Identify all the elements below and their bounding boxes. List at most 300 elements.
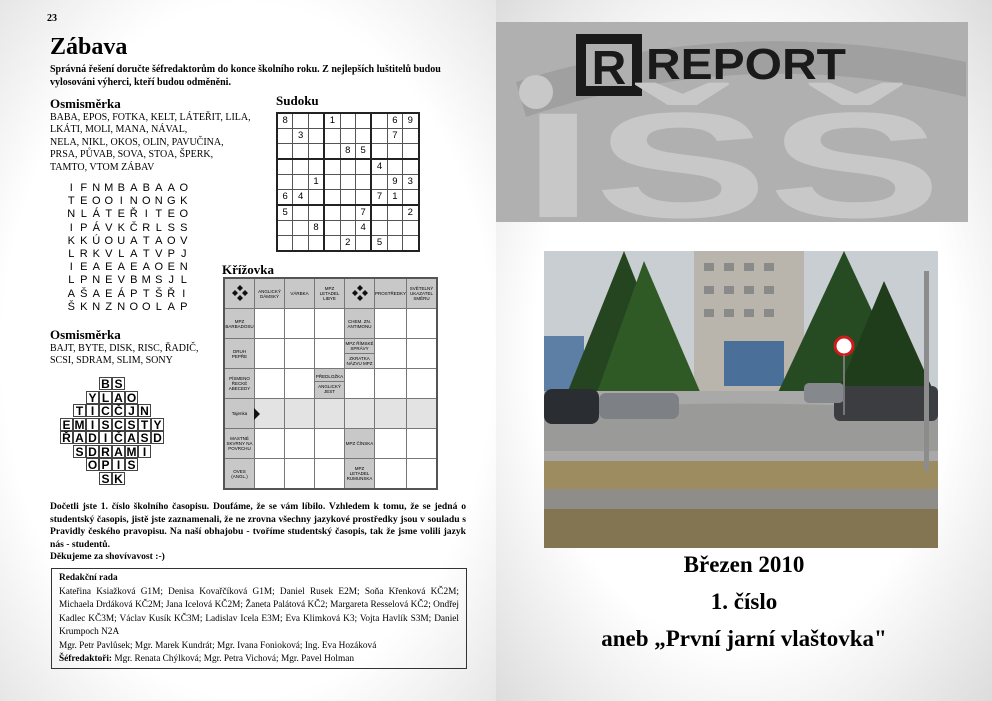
letter-cell: Ř xyxy=(129,208,138,221)
cross-letter-cell: D xyxy=(151,431,164,444)
letter-cell: Z xyxy=(105,300,113,313)
letter-cell: B xyxy=(142,182,150,194)
krizovka-clue: MPZ LETADEL RUMUNSKA xyxy=(345,459,375,490)
letter-cell: T xyxy=(142,247,150,260)
krizovka-cell[interactable] xyxy=(255,369,285,399)
cross-letter-cell: S xyxy=(73,445,86,458)
page-title: Zábava xyxy=(50,34,128,60)
letter-cell: E xyxy=(130,261,138,274)
krizovka-cell[interactable] xyxy=(375,459,407,490)
letter-cell: O xyxy=(104,195,114,208)
sudoku-cell[interactable] xyxy=(387,221,402,236)
sudoku-cell[interactable] xyxy=(308,159,324,175)
sudoku-cell[interactable] xyxy=(293,221,308,236)
editorial-board-heading: Redakční rada xyxy=(59,573,118,583)
krizovka-clue: MPZ LETADEL LIBYE xyxy=(315,278,345,309)
letter-cell: Ř xyxy=(167,287,176,300)
sudoku-cell[interactable] xyxy=(293,236,308,252)
sudoku-cell[interactable] xyxy=(371,144,387,160)
letter-cell: Ú xyxy=(92,234,101,247)
letter-cell: O xyxy=(104,234,114,247)
cross-letter-cell: I xyxy=(99,431,112,444)
krizovka-cell[interactable] xyxy=(407,339,438,369)
sudoku-cell[interactable] xyxy=(308,190,324,206)
letter-cell: Š xyxy=(80,287,88,300)
krizovka-cell[interactable] xyxy=(315,429,345,459)
sudoku-cell[interactable] xyxy=(324,205,340,221)
letter-cell: N xyxy=(92,300,101,313)
sudoku-cell[interactable] xyxy=(355,129,371,144)
letter-row xyxy=(65,274,190,287)
letter-row xyxy=(65,261,190,274)
letter-cell: L xyxy=(118,247,125,260)
sudoku-cell[interactable] xyxy=(308,113,324,129)
sudoku-cell[interactable] xyxy=(403,129,419,144)
letter-cell: P xyxy=(80,274,88,287)
cross-letter-cell: S xyxy=(99,472,112,485)
sudoku-cell[interactable] xyxy=(308,129,324,144)
sudoku-cell[interactable] xyxy=(277,175,293,190)
krizovka-clue: PROSTŘEDKY xyxy=(375,278,407,309)
sudoku-cell[interactable] xyxy=(277,221,293,236)
chiefs-label: Šéfredaktoři: xyxy=(59,654,113,664)
krizovka-cell[interactable] xyxy=(255,309,285,339)
osmismerka-letter-grid xyxy=(65,182,190,314)
osmismerka2-heading: Osmisměrka xyxy=(50,327,121,342)
sudoku-cell[interactable] xyxy=(355,190,371,206)
letter-cell: A xyxy=(67,287,75,300)
letter-cell: I xyxy=(119,195,123,208)
sudoku-cell[interactable] xyxy=(340,175,355,190)
osmismerka2-cross-grid xyxy=(60,377,180,487)
krizovka-tajenka-cell[interactable] xyxy=(285,399,315,429)
sudoku-cell[interactable] xyxy=(355,175,371,190)
letter-cell: V xyxy=(105,221,113,234)
krizovka-tajenka-cell[interactable] xyxy=(407,399,438,429)
cross-letter-cell: O xyxy=(87,458,98,472)
letter-cell: A xyxy=(155,182,163,194)
krizovka-grid xyxy=(223,277,438,490)
sudoku-cell[interactable] xyxy=(324,175,340,190)
sudoku-cell[interactable] xyxy=(340,159,355,175)
letter-row xyxy=(65,208,190,221)
krizovka-cell[interactable] xyxy=(375,369,407,399)
cross-letter-cell: A xyxy=(112,391,125,404)
krizovka-tajenka-cell[interactable] xyxy=(345,399,375,429)
letter-cell: E xyxy=(80,195,88,208)
krizovka-cell[interactable] xyxy=(407,309,438,339)
sudoku-cell[interactable]: 1 xyxy=(308,175,324,190)
svg-text:R: R xyxy=(591,42,627,95)
letter-cell: U xyxy=(117,234,126,247)
sudoku-cell[interactable] xyxy=(324,190,340,206)
word-line: BAJT, BYTE, DISK, RISC, ŘADIČ, xyxy=(50,343,199,354)
cross-letter-cell: O xyxy=(126,390,137,405)
cross-letter-cell: A xyxy=(112,445,125,458)
letter-cell: N xyxy=(179,261,188,274)
sudoku-cell[interactable] xyxy=(293,144,308,160)
letter-cell: E xyxy=(105,261,113,274)
sudoku-cell[interactable] xyxy=(340,129,355,144)
editorial-board-box xyxy=(51,568,467,669)
sudoku-cell[interactable] xyxy=(371,175,387,190)
osmismerka-word-list xyxy=(50,112,270,174)
page-number: 23 xyxy=(47,13,57,24)
sudoku-cell[interactable]: 6 xyxy=(387,113,402,129)
sudoku-cell[interactable] xyxy=(403,159,419,175)
sudoku-cell[interactable] xyxy=(355,113,371,129)
krizovka-tajenka-cell[interactable] xyxy=(375,399,407,429)
letter-cell: N xyxy=(92,182,101,194)
letter-cell: A xyxy=(130,247,138,260)
cross-letter-cell: I xyxy=(112,458,125,471)
letter-cell: A xyxy=(130,234,138,247)
letter-cell: L xyxy=(68,274,75,287)
sudoku-cell[interactable]: 9 xyxy=(387,175,402,190)
sudoku-cell[interactable] xyxy=(324,129,340,144)
osmismerka-heading: Osmisměrka xyxy=(50,96,121,111)
sudoku-cell[interactable] xyxy=(308,236,324,252)
cross-letter-cell: S xyxy=(138,431,151,444)
word-line: NELA, NIKL, OKOS, OLIN, PAVUČINA, xyxy=(50,136,224,148)
krizovka-tajenka-cell[interactable] xyxy=(315,399,345,429)
sudoku-cell[interactable]: 5 xyxy=(355,144,371,160)
krizovka-cell[interactable] xyxy=(345,369,375,399)
krizovka-cell[interactable] xyxy=(315,339,345,369)
sudoku-cell[interactable] xyxy=(277,144,293,160)
cross-letter-cell: Y xyxy=(151,418,164,431)
krizovka-cell[interactable] xyxy=(375,309,407,339)
cross-letter-cell: S xyxy=(125,418,138,431)
sudoku-cell[interactable]: 7 xyxy=(387,129,402,144)
sudoku-cell[interactable]: 6 xyxy=(277,190,293,206)
letter-cell: I xyxy=(69,182,73,194)
sudoku-cell[interactable] xyxy=(293,175,308,190)
letter-cell: P xyxy=(130,287,138,300)
letter-cell: V xyxy=(117,274,125,287)
sudoku-cell[interactable] xyxy=(403,144,419,160)
issue-date: Březen 2010 xyxy=(683,552,805,577)
sudoku-cell[interactable] xyxy=(403,236,419,252)
letter-cell: Š xyxy=(67,300,75,313)
krizovka-cell[interactable] xyxy=(285,369,315,399)
sudoku-cell[interactable] xyxy=(387,236,402,252)
letter-cell: Á xyxy=(92,221,100,234)
letter-cell: N xyxy=(67,208,76,221)
issue-number: 1. číslo xyxy=(710,589,778,614)
sudoku-cell[interactable] xyxy=(308,205,324,221)
krizovka-clue: OVES (ANGL.) xyxy=(224,459,255,490)
sudoku-cell[interactable] xyxy=(324,144,340,160)
letter-cell: L xyxy=(155,300,162,313)
letter-cell: T xyxy=(155,208,163,221)
cross-letter-cell: Y xyxy=(86,391,99,404)
krizovka-cell[interactable] xyxy=(407,429,438,459)
sudoku-heading: Sudoku xyxy=(276,93,319,108)
letter-cell: A xyxy=(155,234,163,247)
cross-letter-cell: S xyxy=(99,418,112,431)
krizovka-clue: SVĚTELNÝ UKAZATEL SMĚRU xyxy=(407,278,438,309)
sudoku-cell[interactable]: 7 xyxy=(371,190,387,206)
report-iss-logo xyxy=(496,22,968,222)
krizovka-clue: MASTNÉ SKVRNY NA POVRCHU xyxy=(224,429,255,459)
letter-cell: V xyxy=(155,247,163,260)
cross-letter-cell: I xyxy=(138,445,151,458)
sudoku-cell[interactable] xyxy=(277,129,293,144)
closing-paragraph: Dočetli jste 1. číslo školního časopisu. Doufáme, že se vám líbilo. Vzhledem k tomu, že se jedná o studentský časopis, jistě jste zaznamenali, že ne zrovna všechny jazykové prostředky jsou v souladu s Pravidly českého pravopisu. Na naší obhajobu - tvoříme studentský časopis, tak že jsme volili jazyk nás - studentů. xyxy=(50,501,466,550)
sudoku-cell[interactable] xyxy=(371,113,387,129)
krizovka-diamond-icon xyxy=(224,278,255,309)
cross-letter-cell: N xyxy=(138,404,151,417)
cross-letter-cell: Ř xyxy=(60,431,73,444)
sudoku-cell[interactable]: 3 xyxy=(403,175,419,190)
sudoku-cell[interactable] xyxy=(277,159,293,175)
arrow-right-icon xyxy=(254,408,260,420)
cross-letter-cell: D xyxy=(86,431,99,444)
krizovka-double-clue: MPZ ŘÍMSKÉ SPRÁVY ZKRATKA NÁZVU MPZ xyxy=(345,339,375,369)
sudoku-cell[interactable] xyxy=(387,205,402,221)
cross-letter-cell: R xyxy=(99,445,112,458)
sudoku-cell[interactable] xyxy=(340,221,355,236)
letter-cell: O xyxy=(179,208,189,221)
sudoku-cell[interactable] xyxy=(324,221,340,236)
sudoku-cell[interactable] xyxy=(340,190,355,206)
cross-letter-cell: B xyxy=(99,377,112,390)
letter-cell: E xyxy=(105,287,113,300)
cross-letter-cell: A xyxy=(73,431,86,444)
sudoku-cell[interactable] xyxy=(293,159,308,175)
letter-cell: P xyxy=(180,300,188,313)
letter-cell: Š xyxy=(155,287,163,300)
letter-cell: E xyxy=(167,261,175,274)
letter-row xyxy=(65,195,190,208)
sudoku-cell[interactable]: 8 xyxy=(277,113,293,129)
letter-cell: T xyxy=(67,195,75,208)
letter-cell: L xyxy=(80,208,87,221)
sudoku-cell[interactable]: 4 xyxy=(371,159,387,175)
letter-cell: R xyxy=(142,221,151,234)
letter-cell: N xyxy=(129,195,138,208)
letter-cell: E xyxy=(117,208,125,221)
letter-cell: A xyxy=(92,261,100,274)
word-line: TAMTO, VTOM ZÁBAV xyxy=(50,161,155,173)
cross-letter-cell: C xyxy=(99,404,112,417)
cross-letter-cell: J xyxy=(125,404,138,417)
letter-cell: K xyxy=(80,300,88,313)
letter-cell: L xyxy=(155,221,162,234)
intro-text: Správná řešení doručte šéfredaktorům do konce školního roku. Z nejlepších luštitelů budou vylosováni výherci, kteří budou odměněni. xyxy=(50,64,441,88)
letter-cell: T xyxy=(142,287,150,300)
word-line: LKÁTI, MOLI, MANA, NÁVAL, xyxy=(50,124,188,136)
letter-cell: E xyxy=(105,274,113,287)
letter-cell: N xyxy=(154,195,163,208)
krizovka-cell[interactable] xyxy=(407,369,438,399)
letter-cell: A xyxy=(117,261,125,274)
krizovka-cell[interactable] xyxy=(407,459,438,490)
sudoku-cell[interactable] xyxy=(403,190,419,206)
sudoku-cell[interactable]: 3 xyxy=(293,129,308,144)
cover-photo xyxy=(544,251,938,548)
cross-letter-cell: L xyxy=(99,391,112,404)
osmismerka2-word-list xyxy=(50,343,250,368)
letter-cell: S xyxy=(180,221,188,234)
sudoku-cell[interactable]: 4 xyxy=(293,190,308,206)
krizovka-cell[interactable] xyxy=(255,429,285,459)
sudoku-cell[interactable] xyxy=(324,159,340,175)
krizovka-cell[interactable] xyxy=(255,459,285,490)
krizovka-cell[interactable] xyxy=(315,309,345,339)
cross-letter-cell: M xyxy=(126,444,137,459)
letter-cell: J xyxy=(181,247,187,260)
word-line: PRSA, PŮVAB, SOVA, STOA, ŠPERK, xyxy=(50,149,214,161)
letter-row xyxy=(65,182,190,195)
sudoku-cell[interactable] xyxy=(340,205,355,221)
letter-cell: K xyxy=(67,234,75,247)
krizovka-clue: VÁRBKA xyxy=(285,278,315,309)
letter-cell: E xyxy=(80,261,88,274)
letter-cell: J xyxy=(168,274,174,287)
letter-cell: I xyxy=(144,208,148,221)
editorial-board-teachers: Mgr. Petr Pavlůsek; Mgr. Marek Kundrát; Mgr. Ivana Fonioková; Ing. Eva Hozáková xyxy=(59,640,377,651)
sudoku-cell[interactable] xyxy=(371,221,387,236)
letter-cell: O xyxy=(141,300,151,313)
cross-letter-cell: E xyxy=(60,418,73,431)
sudoku-cell[interactable] xyxy=(293,205,308,221)
letter-cell: T xyxy=(142,234,150,247)
sudoku-cell[interactable] xyxy=(340,113,355,129)
letter-cell: T xyxy=(105,208,113,221)
letter-cell: Č xyxy=(129,221,138,234)
cross-letter-cell: T xyxy=(73,404,86,417)
logo-graphic xyxy=(496,22,968,222)
letter-cell: K xyxy=(117,221,125,234)
letter-cell: G xyxy=(166,195,176,208)
sudoku-cell[interactable]: 8 xyxy=(308,221,324,236)
sudoku-cell[interactable] xyxy=(355,236,371,252)
sudoku-cell[interactable] xyxy=(355,159,371,175)
word-line: SCSI, SDRAM, SLIM, SONY xyxy=(50,355,173,367)
krizovka-cell[interactable] xyxy=(285,309,315,339)
letter-cell: N xyxy=(117,300,126,313)
letter-cell: V xyxy=(180,234,188,247)
krizovka-cell[interactable] xyxy=(375,429,407,459)
sudoku-cell[interactable]: 4 xyxy=(355,221,371,236)
sudoku-cell[interactable] xyxy=(293,113,308,129)
svg-text:REPORT: REPORT xyxy=(646,40,847,89)
sudoku-cell[interactable] xyxy=(371,205,387,221)
letter-cell: S xyxy=(167,221,175,234)
letter-cell: O xyxy=(154,261,164,274)
cross-letter-cell: T xyxy=(138,418,151,431)
sudoku-cell[interactable]: 5 xyxy=(371,236,387,252)
letter-cell: A xyxy=(92,287,100,300)
krizovka-cell[interactable] xyxy=(285,429,315,459)
krizovka-clue: MPZ ČÍNSKA xyxy=(345,429,375,459)
sudoku-cell[interactable]: 1 xyxy=(387,190,402,206)
sudoku-cell[interactable]: 2 xyxy=(403,205,419,221)
krizovka-cell[interactable] xyxy=(375,339,407,369)
sudoku-cell[interactable] xyxy=(371,129,387,144)
letter-cell: K xyxy=(80,234,88,247)
sudoku-cell[interactable] xyxy=(324,236,340,252)
krizovka-double-clue: PŘEDLOŽKA ANGLICKÝ JEST xyxy=(315,369,345,399)
sudoku-cell[interactable] xyxy=(403,221,419,236)
letter-cell: E xyxy=(167,208,175,221)
letter-cell: O xyxy=(91,195,101,208)
sudoku-cell[interactable]: 9 xyxy=(403,113,419,129)
sudoku-cell[interactable]: 1 xyxy=(324,113,340,129)
letter-cell: A xyxy=(167,300,175,313)
krizovka-diamond-icon xyxy=(345,278,375,309)
cross-letter-cell: I xyxy=(86,418,99,431)
cross-letter-cell: K xyxy=(112,472,125,485)
sudoku-grid xyxy=(276,112,420,252)
letter-cell: K xyxy=(180,195,188,208)
word-line: BABA, EPOS, FOTKA, KELT, LÁTEŘIT, LILA, xyxy=(50,112,251,123)
editorial-board-members: Kateřina Ksiažková G1M; Denisa Kovařčíková G1M; Daniel Rusek E2M; Soňa Křenková KČ2M; Michaela Drdáková KČ2M; Jana Icelová KČ2M; Žaneta Palátová KČ2; Margareta Resselová KČ2; Ondřej Kadlec KČ3M; Václav Kusík KČ3M; Ladislav Icela E3M; Eva Klimková K3; Vojta Havlík S3M; Daniel Krumpoch N2A xyxy=(59,586,459,637)
sudoku-cell[interactable] xyxy=(387,159,402,175)
krizovka-cell[interactable] xyxy=(315,459,345,490)
cross-letter-cell: S xyxy=(112,377,125,390)
sudoku-cell[interactable] xyxy=(308,144,324,160)
cross-letter-cell: C xyxy=(112,418,125,431)
letter-cell: O xyxy=(141,195,151,208)
letter-cell: N xyxy=(92,274,101,287)
krizovka-cell[interactable] xyxy=(255,339,285,369)
thanks-line: Děkujeme za shovívavost :-) xyxy=(50,551,165,563)
sudoku-cell[interactable] xyxy=(277,236,293,252)
letter-cell: I xyxy=(69,261,73,274)
sudoku-cell[interactable] xyxy=(387,144,402,160)
letter-row xyxy=(65,301,190,314)
krizovka-cell[interactable] xyxy=(285,339,315,369)
cross-letter-cell: P xyxy=(99,458,112,471)
cross-letter-cell: I xyxy=(86,404,99,417)
cover-page xyxy=(496,0,992,701)
letter-cell: P xyxy=(167,247,175,260)
letter-row xyxy=(65,222,190,235)
editorial-board-chiefs xyxy=(59,653,459,667)
closing-text xyxy=(50,501,466,564)
letter-cell: I xyxy=(69,221,73,234)
letter-cell: B xyxy=(130,274,138,287)
letter-row xyxy=(65,288,190,301)
letter-cell: A xyxy=(142,261,150,274)
krizovka-clue: MPZ BARBADOSU xyxy=(224,309,255,339)
issue-subtitle: aneb „První jarní vlaštovka" xyxy=(601,626,887,651)
sudoku-cell[interactable]: 5 xyxy=(277,205,293,221)
letter-cell: O xyxy=(166,234,176,247)
cross-letter-cell: M xyxy=(74,417,85,432)
letter-cell: O xyxy=(179,182,189,194)
letter-cell: Á xyxy=(92,208,100,221)
letter-cell: O xyxy=(129,300,139,313)
sudoku-cell[interactable]: 8 xyxy=(340,144,355,160)
cross-letter-cell: Č xyxy=(112,404,125,417)
krizovka-heading: Křížovka xyxy=(222,262,274,277)
letter-cell: A xyxy=(167,182,175,194)
krizovka-cell[interactable] xyxy=(285,459,315,490)
cross-letter-cell: S xyxy=(125,458,138,471)
letter-cell: Á xyxy=(117,287,125,300)
sudoku-cell[interactable]: 7 xyxy=(355,205,371,221)
svg-text:IŠŠ: IŠŠ xyxy=(522,81,942,222)
sudoku-cell[interactable]: 2 xyxy=(340,236,355,252)
letter-row xyxy=(65,235,190,248)
letter-cell: F xyxy=(80,182,88,194)
cross-letter-cell: D xyxy=(86,445,99,458)
letter-cell: M xyxy=(104,182,114,194)
